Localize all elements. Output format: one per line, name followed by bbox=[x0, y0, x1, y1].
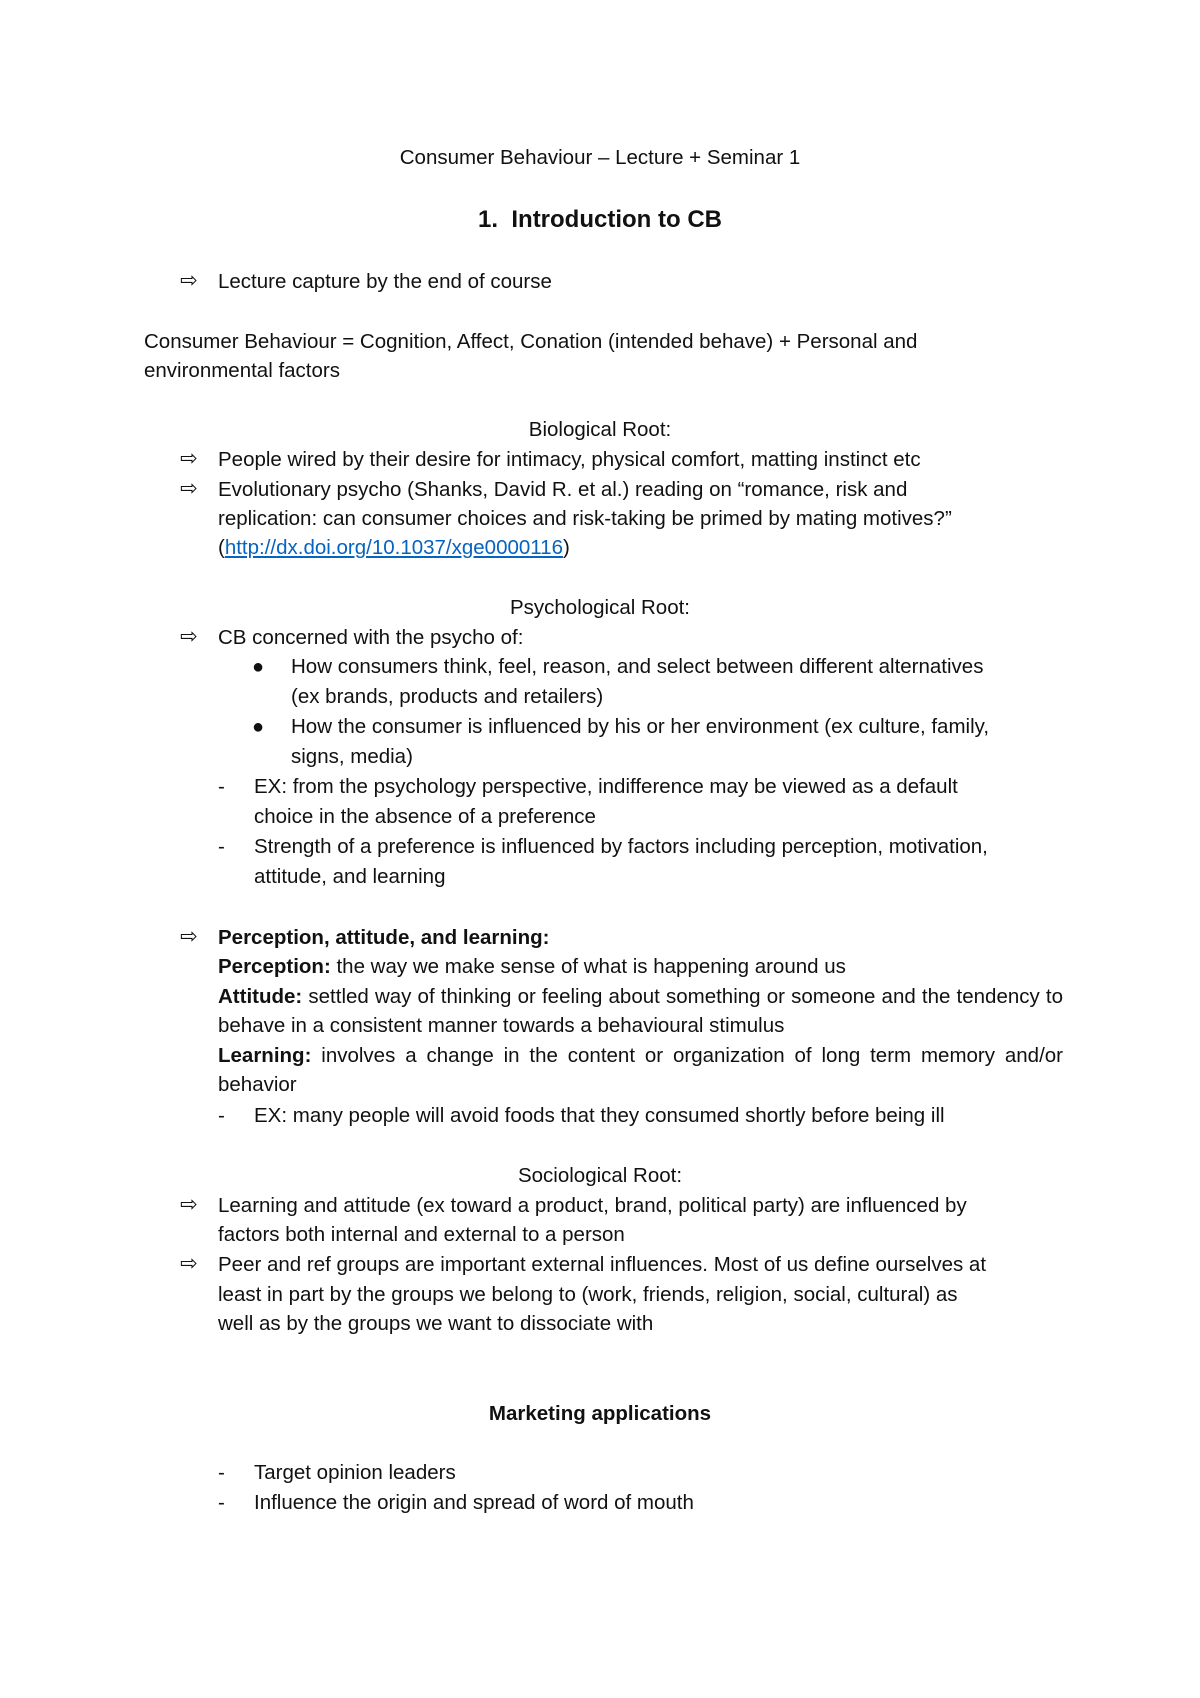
section-heading bbox=[0, 206, 1200, 234]
arrow-icon: ⇨ bbox=[180, 447, 198, 470]
attitude-label: Attitude: bbox=[218, 984, 303, 1008]
sociological-item-1-line2: factors both internal and external to a person bbox=[218, 1223, 625, 1246]
arrow-icon: ⇨ bbox=[180, 925, 198, 948]
section-title: Introduction to CB bbox=[511, 206, 722, 233]
section-number: 1. bbox=[478, 206, 499, 233]
perception-label: Perception: bbox=[218, 955, 331, 978]
biological-item-2-line1: Evolutionary psycho (Shanks, David R. et al.) reading on “romance, risk and bbox=[218, 478, 908, 501]
sociological-item-1-line1: Learning and attitude (ex toward a product, brand, political party) are influenced by bbox=[218, 1194, 967, 1217]
arrow-icon: ⇨ bbox=[180, 269, 198, 292]
arrow-icon: ⇨ bbox=[180, 477, 198, 500]
dash-marker: - bbox=[218, 775, 225, 798]
learning-definition bbox=[218, 1041, 1063, 1100]
bullet-icon: ● bbox=[252, 656, 265, 678]
psychological-root-heading: Psychological Root: bbox=[509, 596, 691, 619]
psychological-bullet-2-line2: signs, media) bbox=[291, 745, 413, 768]
psychological-bullet-1-line1: How consumers think, feel, reason, and select between different alternatives bbox=[291, 655, 984, 678]
psychological-item-1: CB concerned with the psycho of: bbox=[218, 626, 524, 649]
marketing-item-2: Influence the origin and spread of word of mouth bbox=[254, 1491, 694, 1514]
psychological-dash-2-line2: attitude, and learning bbox=[254, 865, 446, 888]
document-title: Consumer Behaviour – Lecture + Seminar 1 bbox=[399, 146, 801, 169]
biological-item-1: People wired by their desire for intimacy, physical comfort, matting instinct etc bbox=[218, 448, 921, 471]
dash-marker: - bbox=[218, 835, 225, 858]
pal-definitions bbox=[218, 952, 1063, 1100]
doi-link[interactable]: http://dx.doi.org/10.1037/xge0000116 bbox=[224, 536, 563, 559]
sociological-root-heading: Sociological Root: bbox=[517, 1164, 683, 1187]
dash-marker: - bbox=[218, 1491, 225, 1514]
biological-root-heading: Biological Root: bbox=[528, 418, 672, 441]
learning-label: Learning: bbox=[218, 1043, 312, 1067]
arrow-icon: ⇨ bbox=[180, 1193, 198, 1216]
sociological-item-2-line1: Peer and ref groups are important external influences. Most of us define ourselves at bbox=[218, 1253, 987, 1276]
psychological-bullet-2-line1: How the consumer is influenced by his or her environment (ex culture, family, bbox=[291, 715, 990, 738]
doi-paren-open: ( bbox=[218, 536, 225, 559]
sociological-item-2-line3: well as by the groups we want to dissociate with bbox=[218, 1312, 654, 1335]
doi-reference bbox=[218, 534, 570, 562]
psychological-dash-1-line2: choice in the absence of a preference bbox=[254, 805, 596, 828]
doi-paren-close: ) bbox=[562, 536, 570, 559]
attitude-text: settled way of thinking or feeling about something or someone and the tendency to behave in a consistent manner towards a behavioural stimulus bbox=[218, 984, 1063, 1037]
arrow-icon: ⇨ bbox=[180, 625, 198, 648]
pal-example: EX: many people will avoid foods that they consumed shortly before being ill bbox=[254, 1104, 945, 1127]
lecture-capture-note: Lecture capture by the end of course bbox=[218, 270, 552, 293]
attitude-definition bbox=[218, 982, 1063, 1041]
bullet-icon: ● bbox=[252, 716, 265, 738]
marketing-applications-heading: Marketing applications bbox=[488, 1402, 712, 1425]
biological-item-2-line2: replication: can consumer choices and risk-taking be primed by mating motives?” bbox=[218, 507, 952, 530]
marketing-item-1: Target opinion leaders bbox=[254, 1461, 456, 1484]
psychological-dash-2-line1: Strength of a preference is influenced by factors including perception, motivation, bbox=[254, 835, 988, 858]
pal-heading: Perception, attitude, and learning: bbox=[218, 926, 550, 949]
arrow-icon: ⇨ bbox=[180, 1252, 198, 1275]
cb-definition-line1: Consumer Behaviour = Cognition, Affect, Conation (intended behave) + Personal and bbox=[144, 330, 918, 353]
learning-text: involves a change in the content or organization of long term memory and/or behavior bbox=[218, 1043, 1063, 1096]
sociological-item-2-line2: least in part by the groups we belong to (work, friends, religion, social, cultural) as bbox=[218, 1283, 958, 1306]
perception-text: the way we make sense of what is happening around us bbox=[330, 955, 846, 978]
psychological-bullet-1-line2: (ex brands, products and retailers) bbox=[291, 685, 604, 708]
perception-definition bbox=[218, 952, 1063, 982]
psychological-dash-1-line1: EX: from the psychology perspective, indifference may be viewed as a default bbox=[254, 775, 958, 798]
cb-definition-line2: environmental factors bbox=[144, 359, 340, 382]
dash-marker: - bbox=[218, 1104, 225, 1127]
dash-marker: - bbox=[218, 1461, 225, 1484]
